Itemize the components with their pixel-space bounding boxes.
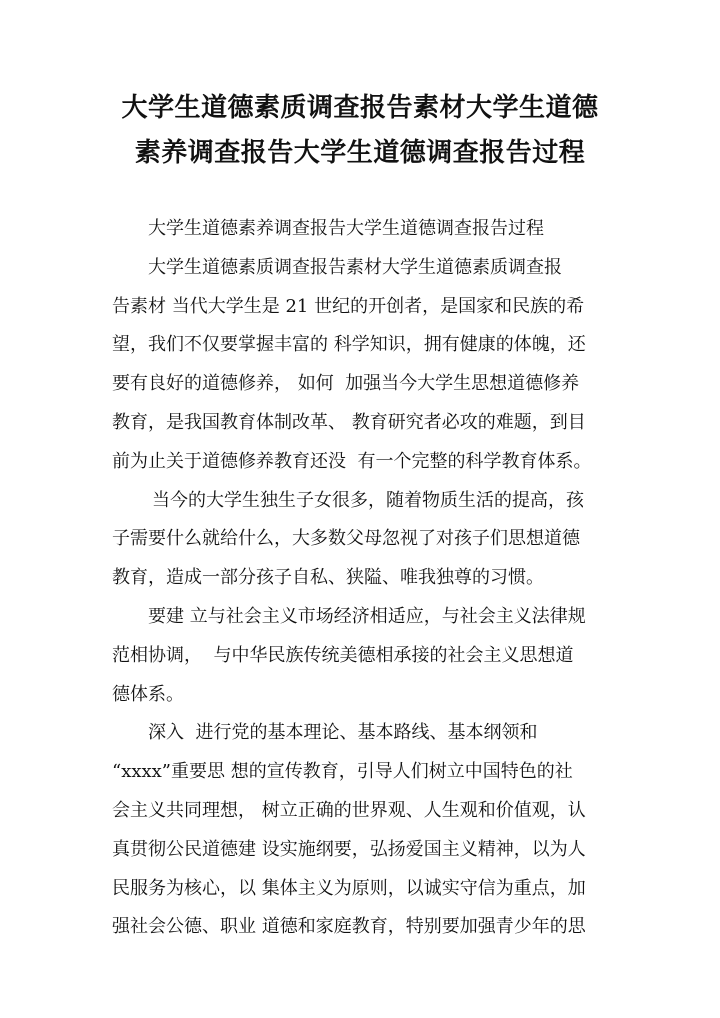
paragraph-4-line: 深入 进行党的基本理论、基本路线、基本纲领和 xyxy=(148,722,538,744)
paragraph-2-line: 当今的大学生独生子女很多，随着物质生活的提高，孩 xyxy=(152,489,584,511)
subtitle-line: 大学生道德素养调查报告大学生道德调查报告过程 xyxy=(148,218,544,239)
document-title xyxy=(80,86,640,176)
paragraph-3-line: 德体系。 xyxy=(112,683,184,705)
title-line-2: 素养调查报告大学生道德调查报告过程 xyxy=(134,138,586,168)
paragraph-1-line: 望，我们不仅要掌握丰富的 科学知识，拥有健康的体魄，还 xyxy=(112,334,586,356)
paragraph-1-line: 告素材 当代大学生是 21 世纪的开创者，是国家和民族的希 xyxy=(112,295,585,317)
paragraph-4-line: 强社会公德、职业 道德和家庭教育，特别要加强青少年的思 xyxy=(112,916,586,938)
paragraph-4-line: 真贯彻公民道德建 设实施纲要，弘扬爱国主义精神，以为人 xyxy=(112,838,586,860)
paragraph-1-line: 要有良好的道德修养， 如何 加强当今大学生思想道德修养 xyxy=(112,373,580,395)
paragraph-4-line: 会主义共同理想， 树立正确的世界观、人生观和价值观，认 xyxy=(112,799,586,821)
paragraph-1-line: 教育，是我国教育体制改革、 教育研究者必攻的难题，到目 xyxy=(112,411,586,433)
paragraph-4-line: 民服务为核心，以 集体主义为原则，以诚实守信为重点，加 xyxy=(112,877,586,899)
document-body xyxy=(112,210,612,947)
paragraph-1-line: 大学生道德素质调查报告素材大学生道德素质调查报 xyxy=(148,256,562,278)
title-line-1: 大学生道德素质调查报告素材大学生道德 xyxy=(121,93,599,123)
paragraph-1-line: 前为止关于道德修养教育还没 有一个完整的科学教育体系。 xyxy=(112,450,592,472)
paragraph-2-line: 教育，造成一部分孩子自私、狭隘、唯我独尊的习惯。 xyxy=(112,567,544,589)
paragraph-4-line: “xxxx”重要思 想的宣传教育，引导人们树立中国特色的社 xyxy=(112,761,573,783)
paragraph-2-line: 子需要什么就给什么，大多数父母忽视了对孩子们思想道德 xyxy=(112,528,580,550)
paragraph-3-line: 要建 立与社会主义市场经济相适应，与社会主义法律规 xyxy=(148,605,586,627)
paragraph-3-line: 范相协调， 与中华民族传统美德相承接的社会主义思想道 xyxy=(112,644,574,666)
